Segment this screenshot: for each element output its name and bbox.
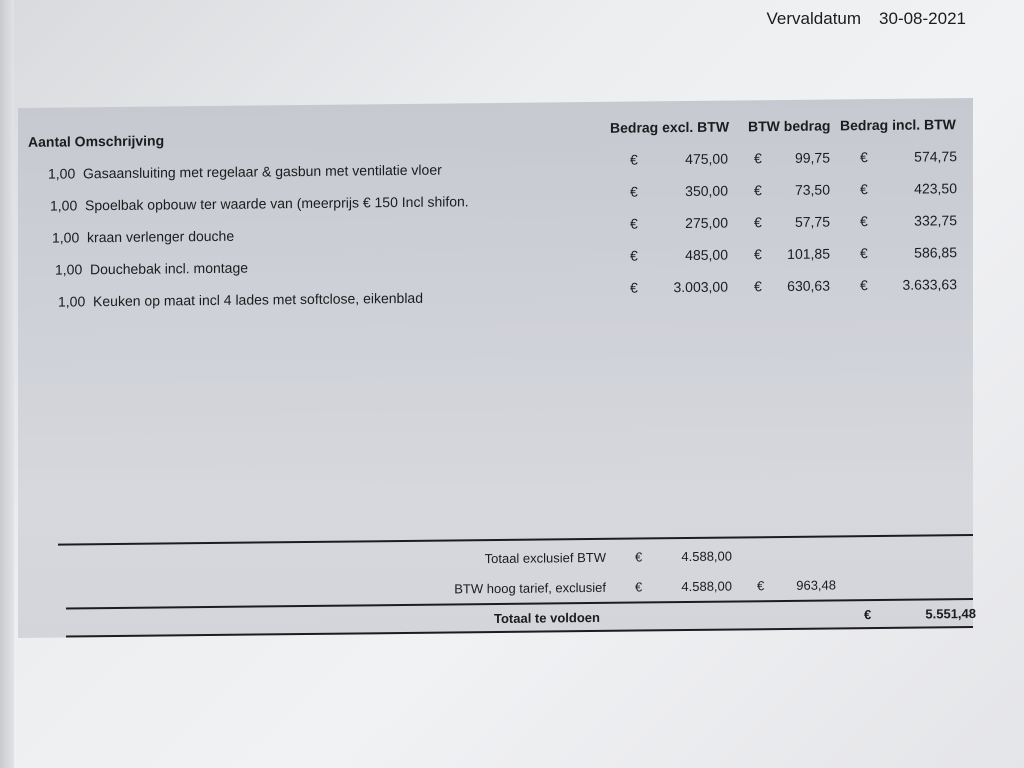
line-amount-excl: 485,00 [685,246,728,264]
paper-edge [0,0,14,768]
line-amount-excl: 475,00 [685,150,728,168]
line-amount-incl: 332,75 [914,212,957,229]
line-vat-amount: 73,50 [794,181,830,198]
currency-symbol: € [630,247,638,264]
due-date-label: Vervaldatum [766,9,862,28]
line-description: Douchebak incl. montage [90,259,249,278]
header-amount-incl-vat: Bedrag incl. BTW [840,116,956,134]
currency-symbol: € [754,150,762,167]
line-amount-incl: 586,85 [914,244,957,261]
line-amount-excl: 350,00 [685,182,728,200]
currency-symbol: € [630,215,638,232]
line-description: Keuken op maat incl 4 lades met softclose, eikenblad [93,289,424,310]
vat-high-label: BTW hoog tarief, exclusief [454,579,606,597]
line-description: Gasaansluiting met regelaar & gasbun met ventilatie vloer [83,161,442,182]
line-amount-incl: 574,75 [914,148,957,165]
header-vat-amount: BTW bedrag [748,117,831,135]
currency-symbol: € [630,151,638,168]
line-qty: 1,00 [58,293,86,310]
currency-symbol: € [864,607,872,623]
line-amount-incl: 3.633,63 [902,276,957,293]
line-qty: 1,00 [55,261,83,278]
line-amount-excl: 275,00 [685,214,728,232]
line-item [50,193,469,213]
currency-symbol: € [860,149,868,166]
divider-line [58,534,973,546]
due-date-value: 30-08-2021 [879,9,966,28]
line-qty: 1,00 [52,229,80,246]
line-amount-incl: 423,50 [914,180,957,197]
line-item [52,228,234,246]
line-qty: 1,00 [50,197,78,214]
currency-symbol: € [754,246,762,263]
line-item [55,260,248,278]
currency-symbol: € [860,181,868,198]
line-vat-amount: 101,85 [787,245,830,262]
line-qty: 1,00 [48,165,76,182]
line-description: kraan verlenger douche [87,227,235,246]
divider-line [66,626,973,637]
line-item [58,290,423,310]
currency-symbol: € [860,213,868,230]
due-date [767,9,966,29]
currency-symbol: € [860,245,868,262]
total-excl-value: 4.588,00 [681,548,732,565]
line-vat-amount: 57,75 [794,213,830,230]
line-amount-excl: 3.003,00 [673,278,728,296]
invoice-table [18,98,976,638]
currency-symbol: € [754,278,762,295]
header-qty-description: Aantal Omschrijving [28,132,165,150]
currency-symbol: € [860,277,868,294]
line-item [48,162,442,182]
currency-symbol: € [630,279,638,296]
line-description: Spoelbak opbouw ter waarde van (meerprijs € 150 Incl shifon. [85,193,469,214]
total-excl-label: Totaal exclusief BTW [484,549,606,567]
line-vat-amount: 630,63 [787,277,830,294]
currency-symbol: € [754,214,762,231]
total-due-label: Totaal te voldoen [494,609,600,627]
total-due-value: 5.551,48 [925,605,976,622]
line-vat-amount: 99,75 [794,149,830,166]
currency-symbol: € [754,182,762,199]
currency-symbol: € [635,579,643,595]
currency-symbol: € [757,578,765,594]
header-amount-excl-vat: Bedrag excl. BTW [610,118,730,136]
currency-symbol: € [635,549,643,565]
divider-line [66,598,973,609]
currency-symbol: € [630,183,638,200]
vat-base-value: 4.588,00 [681,578,732,595]
vat-high-value: 963,48 [796,577,836,593]
